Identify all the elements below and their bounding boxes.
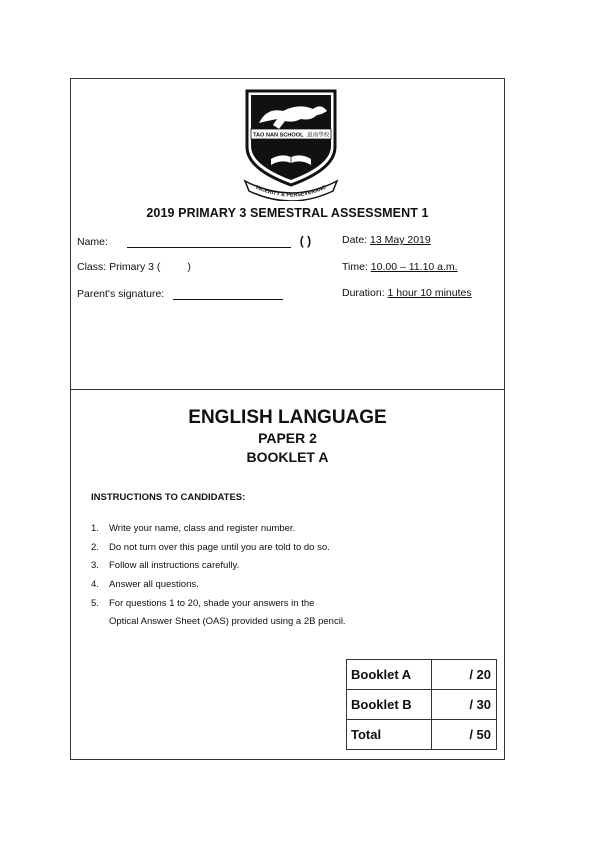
school-crest-logo <box>241 85 341 201</box>
name-blank-line <box>127 235 291 248</box>
class-field <box>77 261 191 273</box>
score-value: / 20 <box>432 660 497 690</box>
instruction-item: 4. Answer all questions. <box>91 579 199 591</box>
register-number-brackets: ( ) <box>299 234 312 248</box>
parent-signature-label: Parent's signature: <box>77 288 165 300</box>
score-value: / 50 <box>432 720 497 750</box>
duration-field <box>342 287 472 299</box>
instruction-item: Optical Answer Sheet (OAS) provided using a 2B pencil. <box>109 616 346 628</box>
instruction-item: 5. For questions 1 to 20, shade your answers in the <box>91 597 315 609</box>
duration-label: Duration: <box>342 287 385 299</box>
table-row <box>347 660 497 690</box>
crest-motto: INCERITY & PERSEVERANC <box>254 184 328 199</box>
subject-title: ENGLISH LANGUAGE <box>188 407 387 428</box>
parent-signature-field <box>77 287 283 300</box>
paper-number: PAPER 2 <box>258 430 317 446</box>
score-label: Booklet A <box>347 660 432 690</box>
instructions-heading: INSTRUCTIONS TO CANDIDATES: <box>91 492 246 503</box>
time-field <box>342 261 458 273</box>
section-divider <box>71 389 504 390</box>
date-field <box>342 234 431 246</box>
name-field <box>77 234 311 248</box>
class-label: Class: Primary 3 ( <box>77 261 161 273</box>
instruction-item: 2. Do not turn over this page until you are told to do so. <box>91 541 330 553</box>
instruction-item: 1. Write your name, class and register number. <box>91 523 296 534</box>
booklet-label: BOOKLET A <box>246 449 329 465</box>
parent-signature-line <box>173 287 283 300</box>
time-value: 10.00 – 11.10 a.m. <box>370 261 458 273</box>
name-label: Name: <box>77 236 108 248</box>
date-label: Date: <box>342 234 368 246</box>
table-row <box>347 720 497 750</box>
table-row <box>347 690 497 720</box>
date-value: 13 May 2019 <box>370 234 431 246</box>
cover-frame <box>70 78 505 760</box>
score-label: Booklet B <box>347 690 432 720</box>
score-table <box>346 659 497 750</box>
score-value: / 30 <box>432 690 497 720</box>
class-close-bracket: ) <box>187 261 191 273</box>
instructions-list <box>91 523 346 635</box>
score-label: Total <box>347 720 432 750</box>
instruction-item: 3. Follow all instructions carefully. <box>91 560 240 572</box>
crest-chinese-name: 道南學校 <box>307 132 330 139</box>
crest-school-name: TAO NAN SCHOOL <box>253 132 304 139</box>
exam-title: 2019 PRIMARY 3 SEMESTRAL ASSESSMENT 1 <box>146 206 429 220</box>
duration-value: 1 hour 10 minutes <box>387 287 472 299</box>
time-label: Time: <box>342 261 368 273</box>
